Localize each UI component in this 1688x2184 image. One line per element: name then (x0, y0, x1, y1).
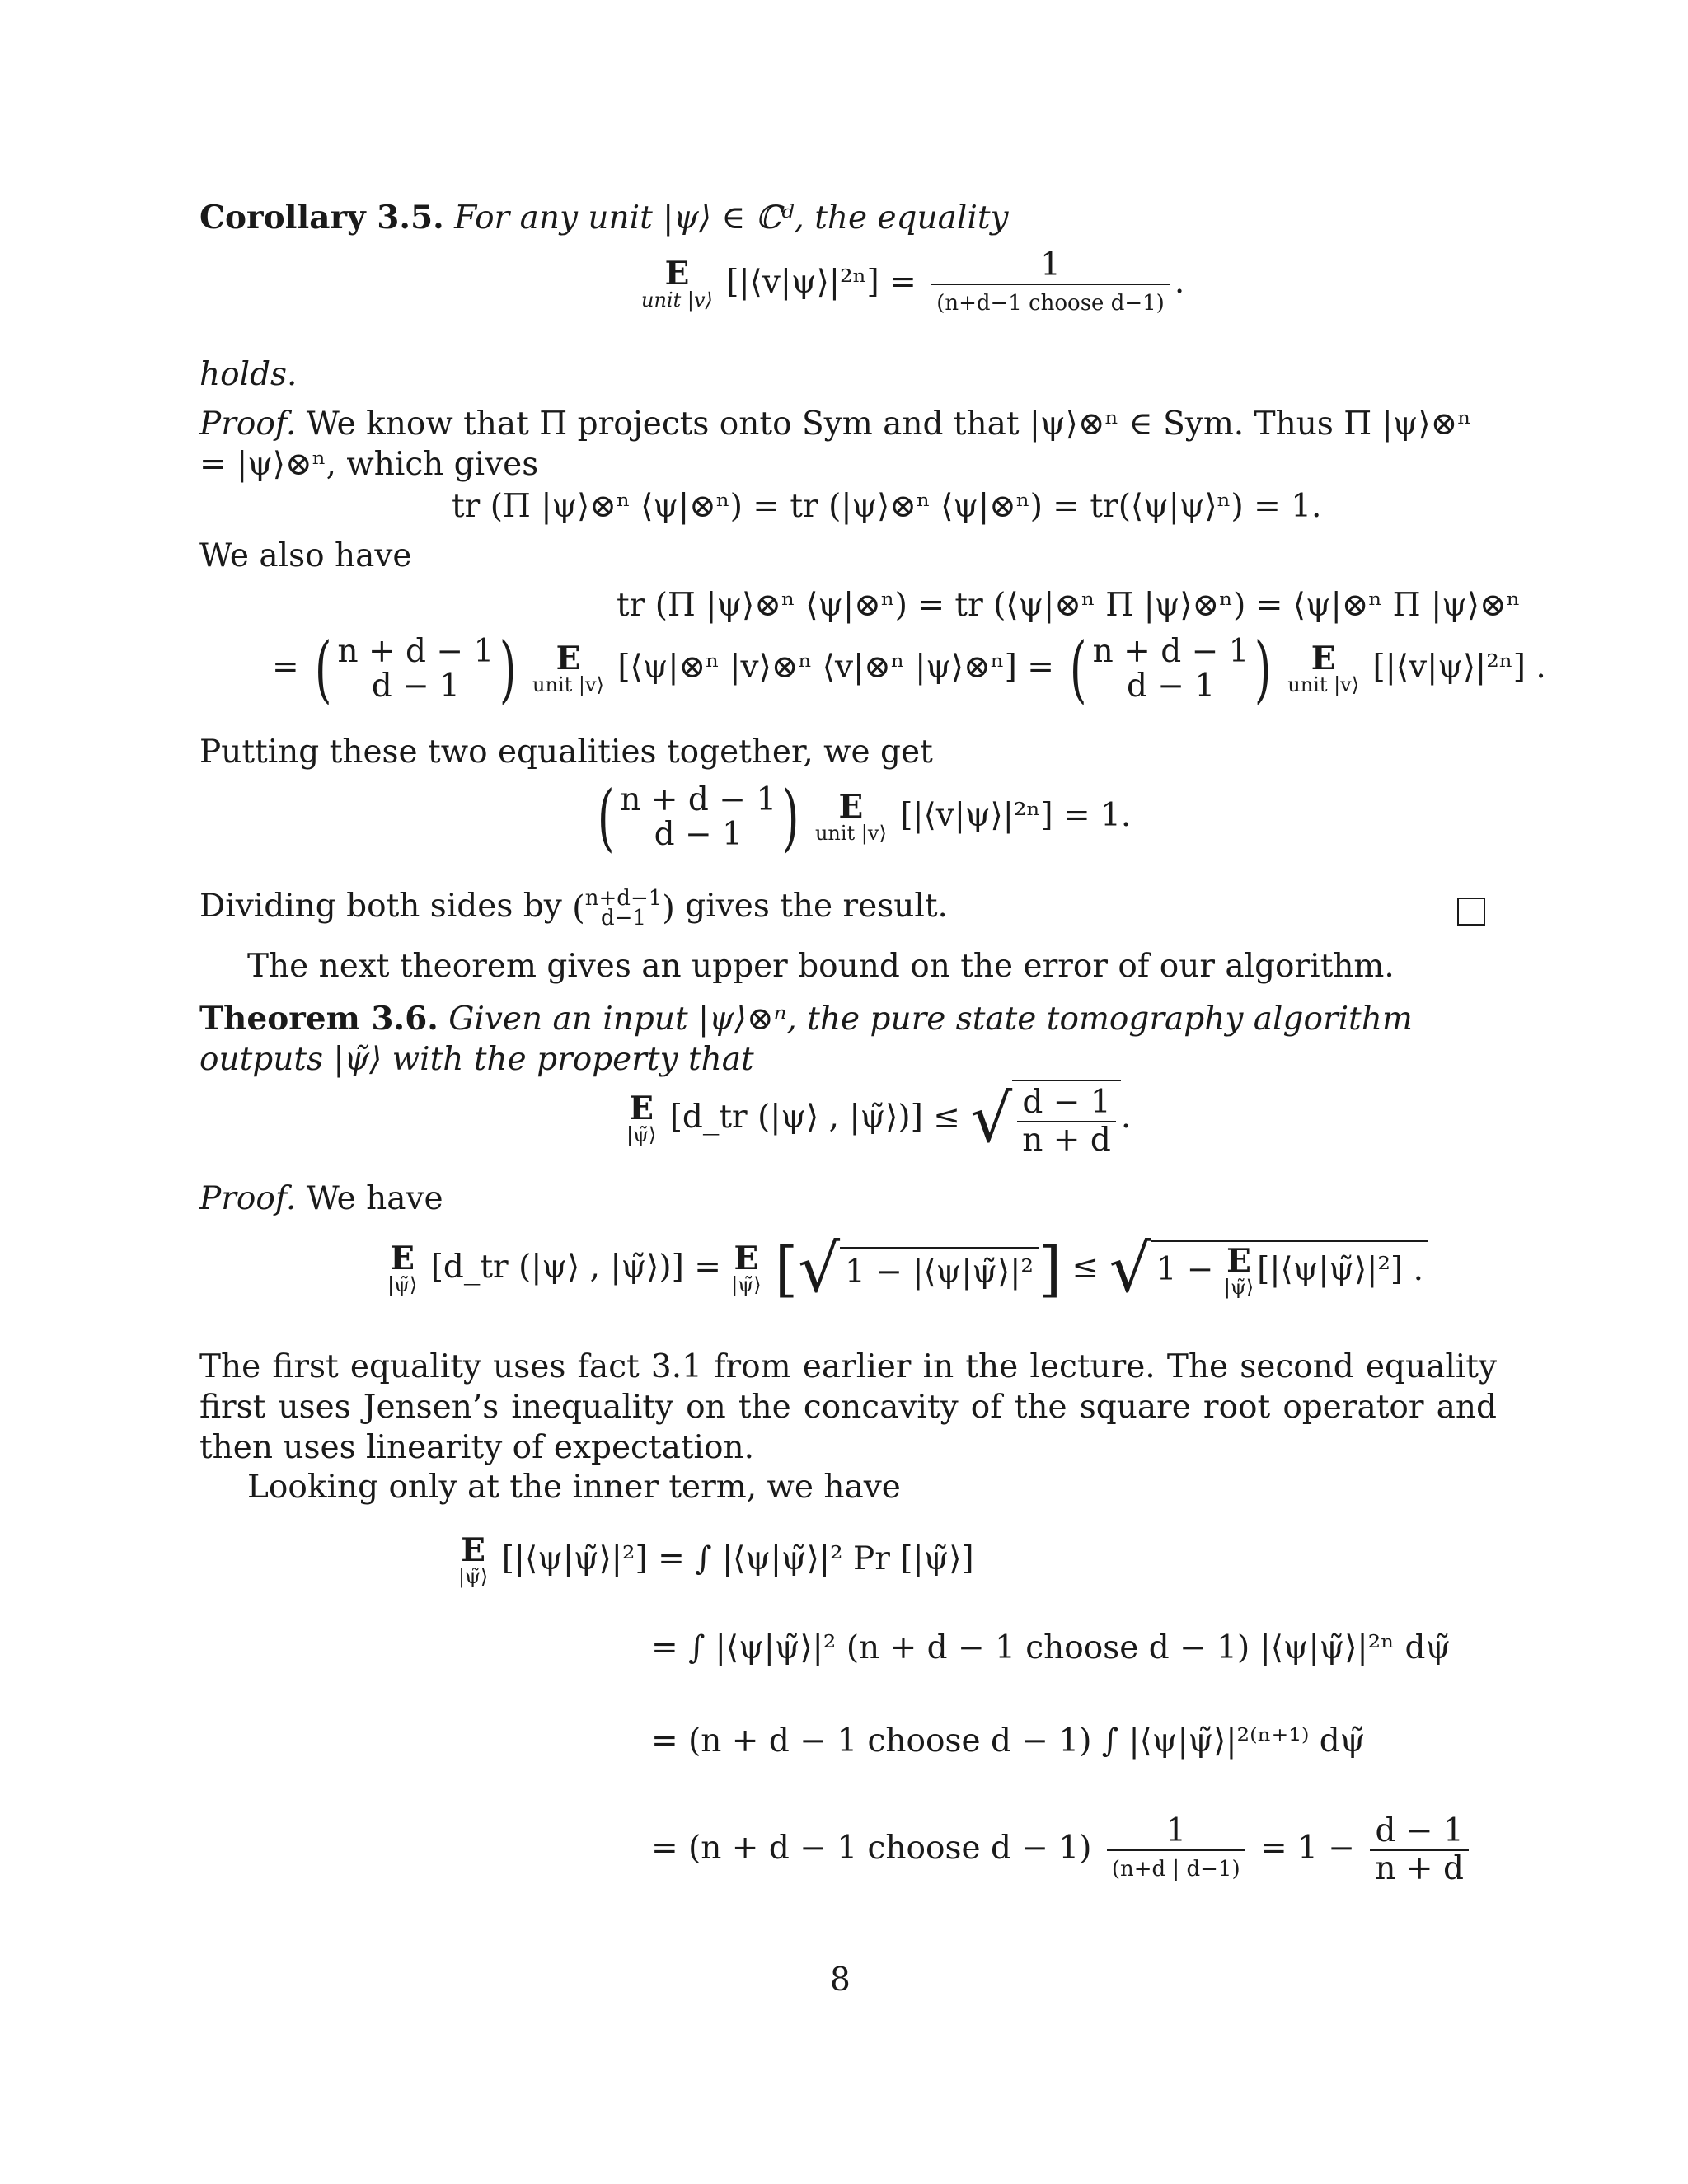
expectation-symbol: E (734, 1240, 759, 1277)
binomial: ( n + d − 1 d − 1 ) (597, 775, 799, 860)
expectation-subscript: |ψ̃⟩ (1223, 1276, 1254, 1299)
proof1-equation-2: tr (Π |ψ⟩⊗ⁿ ⟨ψ|⊗ⁿ) = tr (⟨ψ|⊗ⁿ Π |ψ⟩⊗ⁿ) = ⟨ψ|⊗ⁿ Π |ψ⟩⊗ⁿ (617, 587, 1521, 624)
expectation-subscript: unit |v⟩ (814, 822, 887, 845)
expectation-subscript: |ψ̃⟩ (626, 1123, 657, 1146)
expectation-subscript: |ψ̃⟩ (731, 1273, 762, 1296)
binomial: ( n + d − 1 d − 1 ) (1070, 626, 1272, 711)
together-text: Putting these two equalities together, we get (199, 733, 933, 771)
equals-sign: = (1027, 649, 1054, 686)
corollary-statement (199, 198, 1497, 238)
expectation-subscript: unit |v⟩ (1287, 673, 1360, 696)
theorem-eq-lhs: [d_tr (|ψ⟩ , |ψ̃⟩)] ≤ (669, 1099, 960, 1136)
derivation-line-1: E |ψ̃⟩ [|⟨ψ|ψ̃⟩|²] = ∫ |⟨ψ|ψ̃⟩|² Pr [|ψ̃⟩] (458, 1531, 974, 1588)
eq3-end: [|⟨v|ψ⟩|²ⁿ] . (1372, 649, 1546, 686)
corollary-label: Corollary 3.5. (199, 199, 444, 237)
period: . (1174, 264, 1185, 301)
expectation-subscript: |ψ̃⟩ (458, 1565, 489, 1588)
proof2-text: Proof. We have (199, 1180, 443, 1217)
fraction-denominator: (n+d−1 choose d−1) (931, 284, 1170, 321)
dividing-text: Dividing both sides by ( n+d−1 d−1 ) gives the result. (199, 886, 948, 930)
expectation-symbol: E (556, 640, 581, 677)
expectation-symbol: E (1311, 640, 1336, 677)
square-root: √ 1 − |⟨ψ|ψ̃⟩|² (798, 1236, 1039, 1302)
binomial: ( n + d − 1 d − 1 ) (314, 626, 517, 711)
derivation-line-2: = ∫ |⟨ψ|ψ̃⟩|² (n + d − 1 choose d − 1) |⟨ψ|ψ̃⟩|²ⁿ dψ̃ (651, 1629, 1451, 1666)
explanation-paragraph: The first equality uses fact 3.1 from earlier in the lecture. The second equality first uses Jensen’s inequality on the concavity of the square root operator and then uses linearity of expectation. (199, 1348, 1497, 1466)
corollary-fraction (931, 247, 1170, 321)
expectation-symbol: E (390, 1240, 415, 1277)
eq4-end: [|⟨v|ψ⟩|²ⁿ] = 1. (900, 797, 1132, 834)
fraction-numerator: 1 (1040, 246, 1061, 284)
proof2-equation: E |ψ̃⟩ [d_tr (|ψ⟩ , |ψ̃⟩)] = E |ψ̃⟩ [ √ 1 − |⟨ψ|ψ̃⟩|² ] ≤ √ 1 − E |ψ̃⟩ [|⟨ψ|ψ̃⟩|²] . (387, 1236, 1428, 1302)
eq3-middle: [⟨ψ|⊗ⁿ |v⟩⊗ⁿ ⟨v|⊗ⁿ |ψ⟩⊗ⁿ] (617, 649, 1017, 686)
proof-label: Proof. (199, 405, 297, 443)
theorem-label: Theorem 3.6. (199, 1000, 438, 1038)
expectation-symbol: E (1226, 1242, 1251, 1280)
also-have-text: We also have (199, 537, 412, 574)
theorem-statement (199, 999, 1497, 1080)
proof1-equation-1: tr (Π |ψ⟩⊗ⁿ ⟨ψ|⊗ⁿ) = tr (|ψ⟩⊗ⁿ ⟨ψ|⊗ⁿ) = tr(⟨ψ|ψ⟩ⁿ) = 1. (452, 488, 1322, 525)
expectation-symbol: E (461, 1531, 485, 1569)
equals-sign: = (272, 649, 299, 686)
intro-sentence: The next theorem gives an upper bound on the error of our algorithm. (247, 948, 1395, 985)
page-number: 8 (830, 1961, 851, 1999)
proof1-text (199, 404, 1497, 485)
expectation-symbol: E (838, 788, 864, 826)
derivation-line-4: = (n + d − 1 choose d − 1) $\frac{1}{(n+d | d-1)}$ = 1 − $\frac{d - 1}{n + d}$ (651, 1813, 1474, 1887)
proof1-body: We know that Π projects onto Sym and that |ψ⟩⊗ⁿ ∈ Sym. Thus Π |ψ⟩⊗ⁿ = |ψ⟩⊗ⁿ, which gives (199, 405, 1472, 483)
corollary-text: For any unit |ψ⟩ ∈ ℂᵈ, the equality (454, 199, 1009, 237)
binomial-small: ( n+d−1 d−1 ) (572, 886, 675, 930)
qed-box (1457, 898, 1485, 926)
proof1-equation-4 (592, 775, 1132, 860)
proof-label: Proof. (199, 1180, 297, 1217)
theorem-text: Given an input |ψ⟩⊗ⁿ, the pure state tomography algorithm outputs |ψ̃⟩ with the property that (199, 1001, 1413, 1078)
expectation-subscript: |ψ̃⟩ (387, 1273, 418, 1296)
theorem-equation: E |ψ̃⟩ [d_tr (|ψ⟩ , |ψ̃⟩)] ≤ √ $\frac{d - 1}{n + d}$ . (626, 1080, 1132, 1159)
fraction: $\frac{1}{(n+d | d-1)}$ (1107, 1813, 1245, 1887)
expectation-subscript: unit |v⟩ (532, 673, 604, 696)
expectation-subscript: unit |v⟩ (641, 288, 713, 312)
expectation-symbol: E (664, 255, 690, 293)
fraction: $\frac{d - 1}{n + d}$ (1370, 1813, 1469, 1887)
corollary-eq-lhs: [|⟨v|ψ⟩|²ⁿ] (726, 264, 879, 301)
corollary-equation (641, 247, 1184, 321)
derivation-line-3: = (n + d − 1 choose d − 1) ∫ |⟨ψ|ψ̃⟩|²⁽ⁿ⁺¹⁾ dψ̃ (651, 1722, 1366, 1760)
expectation-symbol: E (629, 1090, 654, 1127)
square-root: √ 1 − E |ψ̃⟩ [|⟨ψ|ψ̃⟩|²] . (1109, 1236, 1428, 1302)
holds-text: holds. (199, 356, 298, 393)
inner-term-text: Looking only at the inner term, we have (247, 1469, 901, 1506)
square-root: √ $\frac{d - 1}{n + d}$ (970, 1080, 1121, 1159)
equals-sign: = (889, 264, 917, 301)
proof1-equation-3 (272, 626, 1546, 711)
